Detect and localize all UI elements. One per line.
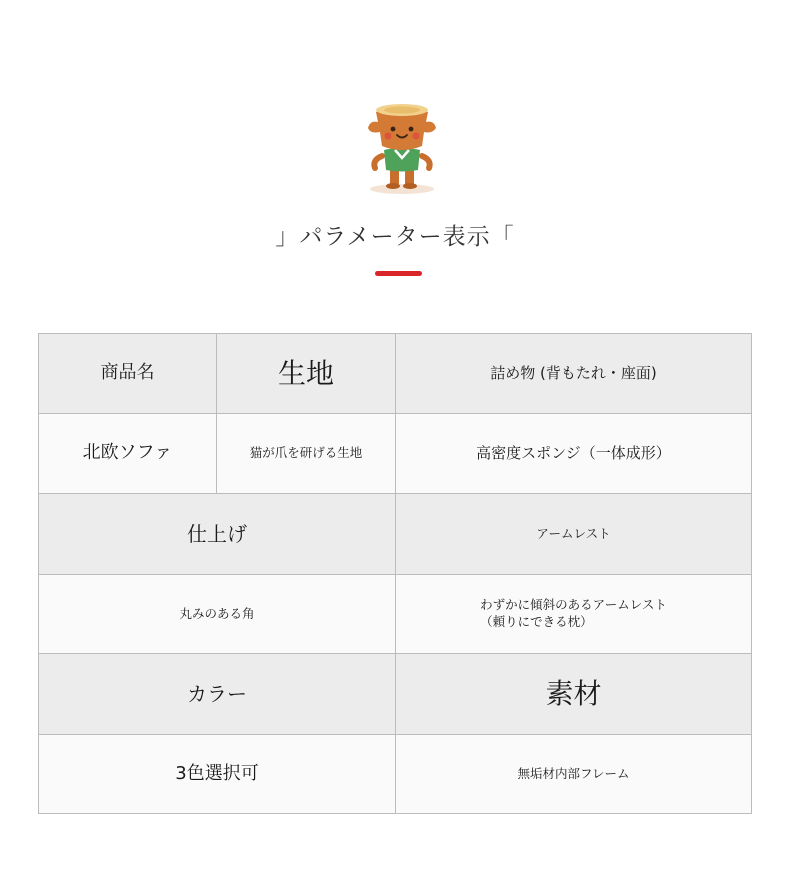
table-value-armrest: わずかに傾斜のあるアームレスト （頼りにできる枕） [396, 575, 751, 654]
table-value-finish: 丸みのある角 [39, 575, 396, 654]
table-value-material: 無垢材内部フレーム [396, 735, 751, 813]
table-header-fabric: 生地 [217, 334, 396, 414]
tree-stump-mascot-icon [362, 98, 442, 198]
parameter-table [38, 333, 752, 814]
page-title: 」パラメーター表示「 [275, 224, 515, 250]
table-value-filling: 高密度スポンジ（一体成形） [396, 414, 751, 494]
title-underline [375, 271, 422, 276]
table-value-fabric: 猫が爪を研げる生地 [217, 414, 396, 494]
table-value-color: 3色選択可 [39, 735, 396, 813]
table-value-product-name: 北欧ソファ [39, 414, 217, 494]
table-header-armrest: アームレスト [396, 494, 751, 575]
table-header-color: カラー [39, 654, 396, 735]
table-header-filling: 詰め物 (背もたれ・座面) [396, 334, 751, 414]
table-header-finish: 仕上げ [39, 494, 396, 575]
table-header-material: 素材 [396, 654, 751, 735]
table-header-product-name: 商品名 [39, 334, 217, 414]
